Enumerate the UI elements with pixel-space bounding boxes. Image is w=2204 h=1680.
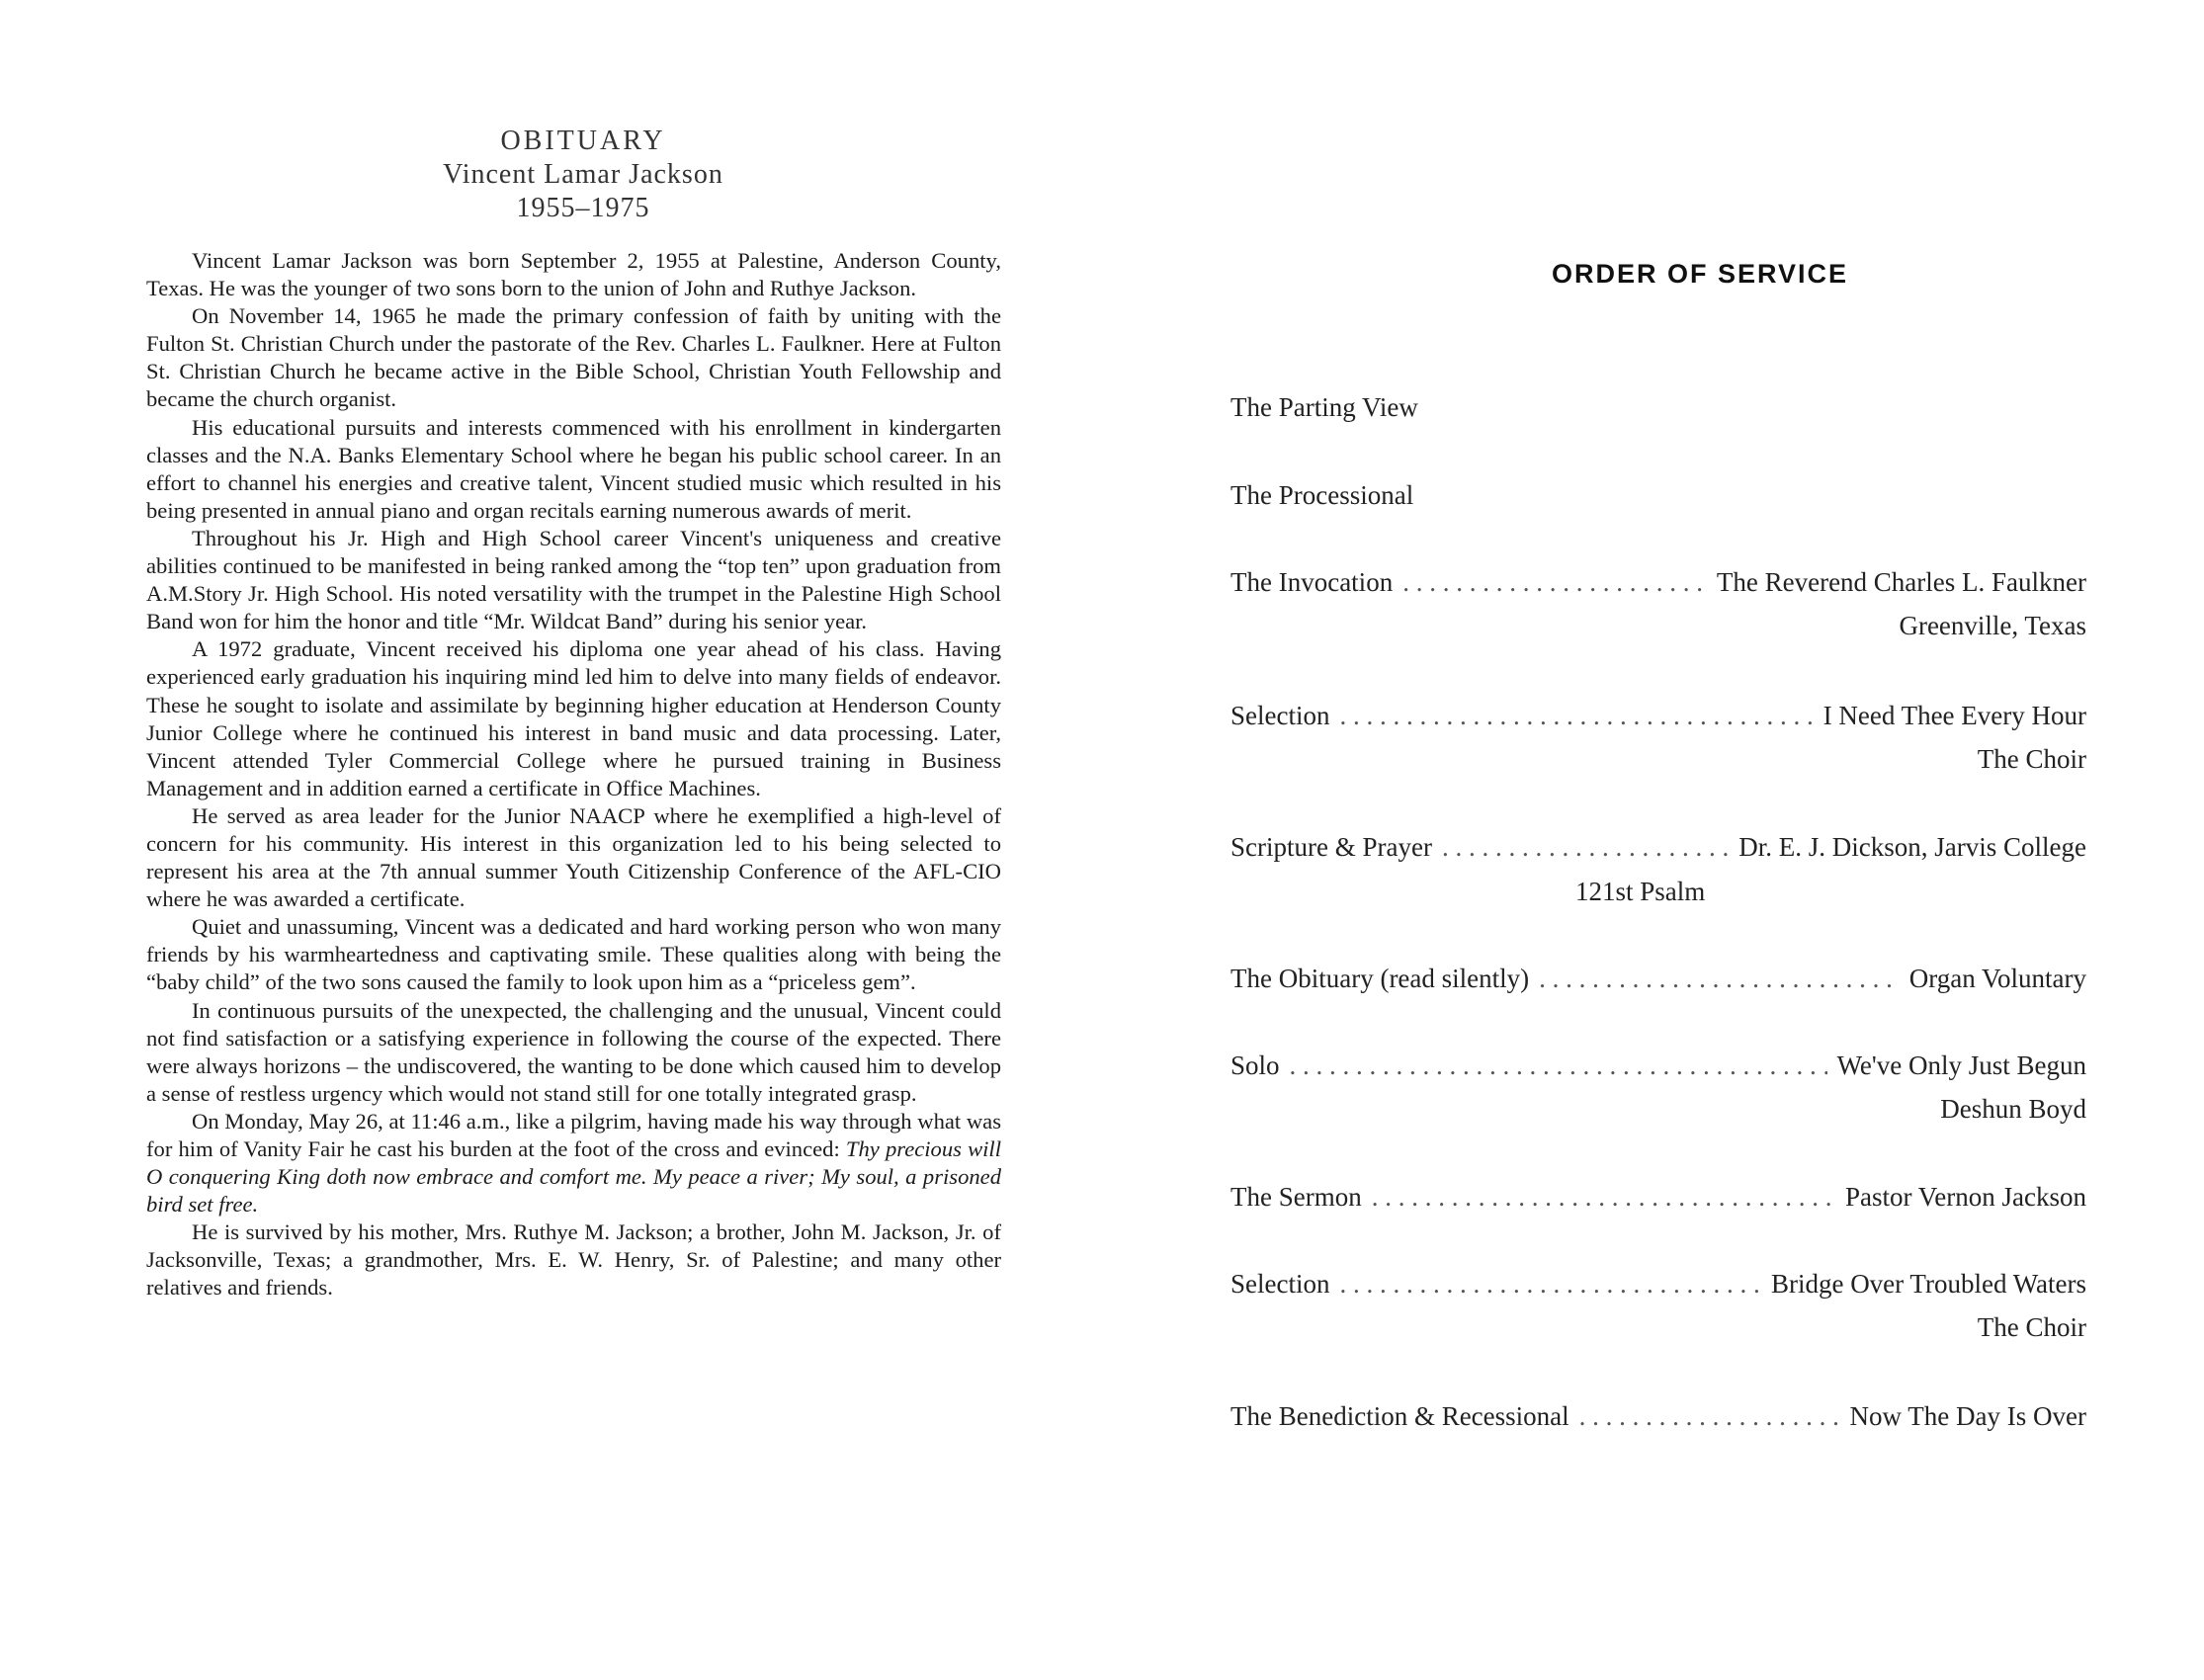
service-item-processional bbox=[1230, 480, 2086, 516]
obituary-paragraph: A 1972 graduate, Vincent received his diploma one year ahead of his class. Having experienced early graduation his inquiring mind led him to delve into many fields of endeavor. These he sought to isolate and assimilate by beginning higher education at Henderson County Junior College where he continued his interest in band music and data processing. Later, Vincent attended Tyler Commercial College where he pursued training in Business Management and in addition earned a certificate in Office Machines. bbox=[146, 636, 1001, 800]
obituary-paragraph: Quiet and unassuming, Vincent was a dedicated and hard working person who won many friends by his warmheartedness and captivating smile. These qualities along with being the “baby child” of the two sons caused the family to look upon him as a “priceless gem”. bbox=[146, 914, 1001, 995]
service-item-label: Scripture & Prayer bbox=[1230, 832, 1432, 862]
hymn-quote: Thy precious will O conquering King doth now embrace and comfort me. My peace a river; My soul, a prisoned bird set free. bbox=[146, 1136, 1001, 1218]
service-item-selection-1 bbox=[1230, 701, 2086, 780]
service-item-parting-view bbox=[1230, 392, 2086, 428]
obituary-final-paragraph bbox=[146, 1108, 1001, 1218]
obituary-paragraph: His educational pursuits and interests commenced with his enrollment in kindergarten classes and the N.A. Banks Elementary School where he began his public school career. In an effort to channel his energies and creative talent, Vincent studied music which resulted in his being presented in annual piano and organ recitals earning numerous awards of merit. bbox=[146, 414, 1001, 523]
survivors-paragraph: He is survived by his mother, Mrs. Ruthye M. Jackson; a brother, John M. Jackson, Jr. of Jacksonville, Texas; a grandmother, Mrs. E. W. Henry, Sr. of Palestine; and many other relatives and friends. bbox=[146, 1219, 1001, 1301]
service-item-benediction bbox=[1230, 1401, 2086, 1437]
service-item-label: Selection bbox=[1230, 701, 1330, 730]
service-item-value: The Reverend Charles L. Faulkner bbox=[1716, 567, 2086, 597]
obituary-paragraph: He served as area leader for the Junior NAACP where he exemplified a high-level of concern for his community. His interest in this organization led to his being selected to represent his area at the 7th annual summer Youth Citizenship Conference of the AFL-CIO where he was awarded a certificate. bbox=[146, 802, 1001, 912]
dot-leader bbox=[1339, 701, 1813, 731]
service-item-solo bbox=[1230, 1050, 2086, 1130]
service-item-sub: The Choir bbox=[1977, 744, 2086, 774]
service-item-value: Bridge Over Troubled Waters bbox=[1770, 1269, 2086, 1299]
dot-leader bbox=[1372, 1182, 1835, 1213]
service-item-selection-2 bbox=[1230, 1269, 2086, 1348]
service-item-value: Organ Voluntary bbox=[1908, 964, 2086, 993]
service-item-scripture-prayer bbox=[1230, 832, 2086, 868]
service-item-sub: The Choir bbox=[1977, 1312, 2086, 1342]
obituary-paragraph: Throughout his Jr. High and High School career Vincent's uniqueness and creative abilities continued to be manifested in being ranked among the “top ten” upon graduation from A.M.Story Jr. High School. His noted versatility with the trumpet in the Palestine High School Band won for him the honor and title “Mr. Wildcat Band” during his senior year. bbox=[146, 525, 1001, 634]
service-item-label: Solo bbox=[1230, 1050, 1280, 1080]
service-item-value: Pastor Vernon Jackson bbox=[1845, 1182, 2086, 1212]
obituary-paragraph: On November 14, 1965 he made the primary confession of faith by uniting with the Fulton St. Christian Church under the pastorate of the Rev. Charles L. Faulkner. Here at Fulton St. Christian Church he became active in the Bible School, Christian Youth Fellowship and became the church organist. bbox=[146, 303, 1001, 412]
dot-leader bbox=[1539, 964, 1900, 994]
final-paragraph-intro: On Monday, May 26, at 11:46 a.m., like a pilgrim, having made his way through what was for him of Vanity Fair he cast his burden at the foot of the cross and evinced: bbox=[146, 1108, 1001, 1161]
service-item-value: We've Only Just Begun bbox=[1836, 1050, 2086, 1080]
service-item-sub: Deshun Boyd bbox=[1940, 1094, 2086, 1124]
obituary-header bbox=[148, 125, 1018, 225]
service-item-value: Dr. E. J. Dickson, Jarvis College bbox=[1738, 832, 2086, 862]
service-item-invocation bbox=[1230, 567, 2086, 646]
service-item-value: I Need Thee Every Hour bbox=[1823, 701, 2086, 730]
obituary-paragraph: Vincent Lamar Jackson was born September 2, 1955 at Palestine, Anderson County, Texas. He was the younger of two sons born to the union of John and Ruthye Jackson. bbox=[146, 248, 1001, 301]
service-item-sub: Greenville, Texas bbox=[1899, 611, 2086, 640]
obituary-paragraph: In continuous pursuits of the unexpected, the challenging and the unusual, Vincent could not find satisfaction or a satisfying experience in following the course of the expected. There were always horizons – the undiscovered, the wanting to be done which caused him to develop a sense of restless urgency which would not stand still for one totally integrated grasp. bbox=[146, 997, 1001, 1106]
service-item-label: The Obituary (read silently) bbox=[1230, 964, 1530, 993]
obituary-text bbox=[146, 247, 1001, 1302]
obituary-title: OBITUARY bbox=[500, 126, 666, 156]
deceased-name: Vincent Lamar Jackson bbox=[443, 159, 723, 190]
dot-leader bbox=[1442, 832, 1729, 863]
service-item-label: The Sermon bbox=[1230, 1182, 1362, 1212]
dot-leader bbox=[1290, 1050, 1827, 1081]
service-item-label: The Invocation bbox=[1230, 567, 1394, 597]
dot-leader bbox=[1402, 567, 1707, 598]
life-years: 1955–1975 bbox=[516, 193, 650, 223]
service-item-sub: 121st Psalm bbox=[1575, 877, 1706, 906]
dot-leader bbox=[1339, 1269, 1760, 1300]
service-item-label: The Benediction & Recessional bbox=[1230, 1401, 1569, 1431]
service-item-sermon bbox=[1230, 1182, 2086, 1218]
service-item-label: The Parting View bbox=[1230, 392, 1418, 422]
service-item-obituary bbox=[1230, 964, 2086, 999]
dot-leader bbox=[1579, 1401, 1840, 1432]
service-item-label: The Processional bbox=[1230, 480, 1414, 510]
service-item-label: Selection bbox=[1230, 1269, 1330, 1299]
service-item-value: Now The Day Is Over bbox=[1849, 1401, 2086, 1431]
order-of-service-title: ORDER OF SERVICE bbox=[1551, 259, 1849, 289]
